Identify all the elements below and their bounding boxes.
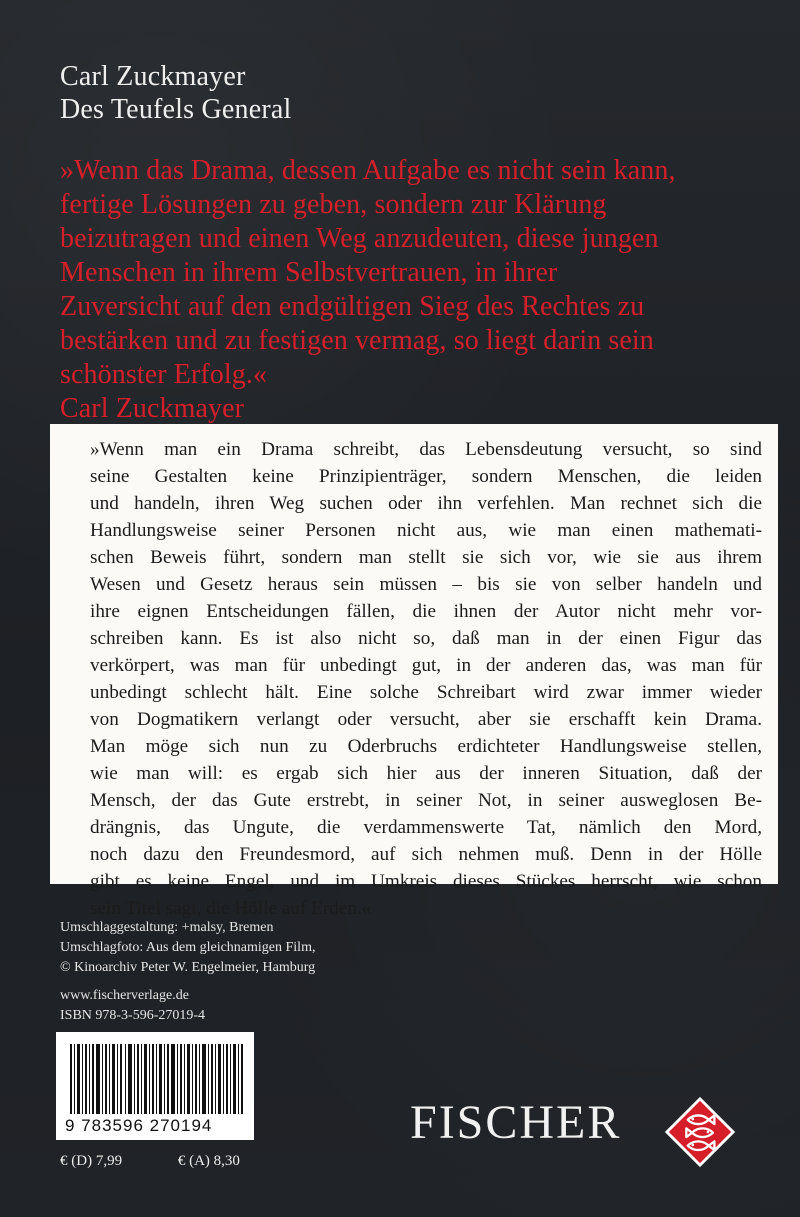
barcode bbox=[56, 1032, 254, 1140]
red-quote-line-5: Zuversicht auf den endgültigen Sieg des Rechtes zu bbox=[60, 291, 645, 322]
red-quote-line-6: bestärken und zu festigen vermag, so liegt darin sein bbox=[60, 325, 654, 356]
publisher-meta bbox=[60, 986, 205, 1026]
quote-box-line-17: gibt es keine Engel, und im Umkreis dieses Stückes herrscht, wie schon bbox=[90, 871, 762, 892]
price-germany: € (D) 7,99 bbox=[60, 1153, 123, 1169]
fischer-fish-logo-icon bbox=[664, 1096, 736, 1168]
publisher-website: www.fischerverlage.de bbox=[60, 988, 189, 1003]
quote-box bbox=[50, 424, 778, 919]
quote-box-line-11: von Dogmatikern verlangt oder versucht, aber sie erschafft kein Drama. bbox=[90, 709, 762, 730]
red-quote-line-3: beizutragen und einen Weg anzudeuten, diese jungen bbox=[60, 223, 659, 254]
quote-box-line-10: unbedingt schlecht hält. Eine solche Schreibart wird zwar immer wieder bbox=[90, 682, 762, 703]
quote-box-line-16: noch dazu den Freundesmord, auf sich nehmen muß. Denn in der Hölle bbox=[90, 844, 762, 865]
quote-box-line-6: Wesen und Gesetz heraus sein müssen – bis sie von selber handeln und bbox=[90, 574, 762, 595]
author-and-title bbox=[60, 60, 291, 126]
cover-photo-credit: Umschlagfoto: Aus dem gleichnamigen Film, bbox=[60, 940, 316, 955]
red-quote bbox=[60, 154, 780, 426]
quote-box-line-1: »Wenn man ein Drama schreibt, das Lebensdeutung versucht, so sind bbox=[90, 439, 762, 460]
red-quote-line-1: »Wenn das Drama, dessen Aufgabe es nicht sein kann, bbox=[60, 155, 676, 186]
author-name: Carl Zuckmayer bbox=[60, 61, 246, 92]
price-line bbox=[60, 1152, 240, 1170]
publisher-wordmark: FISCHER bbox=[410, 1096, 622, 1149]
barcode-number: 9 783596 270194 bbox=[65, 1116, 213, 1135]
red-quote-signature: Carl Zuckmayer bbox=[60, 393, 245, 424]
quote-box-line-14: Mensch, der das Gute erstrebt, in seiner Not, in seiner ausweglosen Be- bbox=[90, 790, 762, 811]
photo-archive-credit: © Kinoarchiv Peter W. Engelmeier, Hamburg bbox=[60, 960, 316, 975]
quote-box-line-18: sein Titel sagt, die Hölle auf Erden.« bbox=[90, 898, 372, 919]
isbn-text: ISBN 978-3-596-27019-4 bbox=[60, 1008, 206, 1023]
quote-box-line-15: drängnis, das Ungute, die verdammenswerte Tat, nämlich den Mord, bbox=[90, 817, 762, 838]
quote-box-line-7: ihre eignen Entscheidungen fällen, die ihnen der Autor nicht mehr vor- bbox=[90, 601, 762, 622]
book-title: Des Teufels General bbox=[60, 94, 292, 125]
red-quote-line-4: Menschen in ihrem Selbstvertrauen, in ihrer bbox=[60, 257, 558, 288]
price-austria: € (A) 8,30 bbox=[177, 1153, 240, 1169]
quote-box-line-13: wie man will: es ergab sich hier aus der inneren Situation, daß der bbox=[90, 763, 762, 784]
quote-box-line-3: und handeln, ihren Weg suchen oder ihn verfehlen. Man rechnet sich die bbox=[90, 493, 762, 514]
quote-box-line-8: schreiben kann. Es ist also nicht so, daß man in der einen Figur das bbox=[90, 628, 762, 649]
red-quote-line-7: schönster Erfolg.« bbox=[60, 359, 268, 390]
cover-design-credit: Umschlaggestaltung: +malsy, Bremen bbox=[60, 920, 274, 935]
quote-box-line-4: Handlungsweise seiner Personen nicht aus, wie man einen mathemati- bbox=[90, 520, 762, 541]
quote-box-line-5: schen Beweis führt, sondern man stellt sie sich vor, wie sie aus ihrem bbox=[90, 547, 762, 568]
quote-box-text bbox=[90, 436, 762, 922]
cover-credits bbox=[60, 918, 315, 978]
red-quote-line-2: fertige Lösungen zu geben, sondern zur Klärung bbox=[60, 189, 607, 220]
quote-box-line-12: Man möge sich nun zu Oderbruchs erdichteter Handlungsweise stellen, bbox=[90, 736, 762, 757]
barcode-bars bbox=[70, 1044, 244, 1114]
quote-box-line-2: seine Gestalten keine Prinzipienträger, sondern Menschen, die leiden bbox=[90, 466, 762, 487]
quote-box-line-9: verkörpert, was man für unbedingt gut, in der anderen das, was man für bbox=[90, 655, 762, 676]
